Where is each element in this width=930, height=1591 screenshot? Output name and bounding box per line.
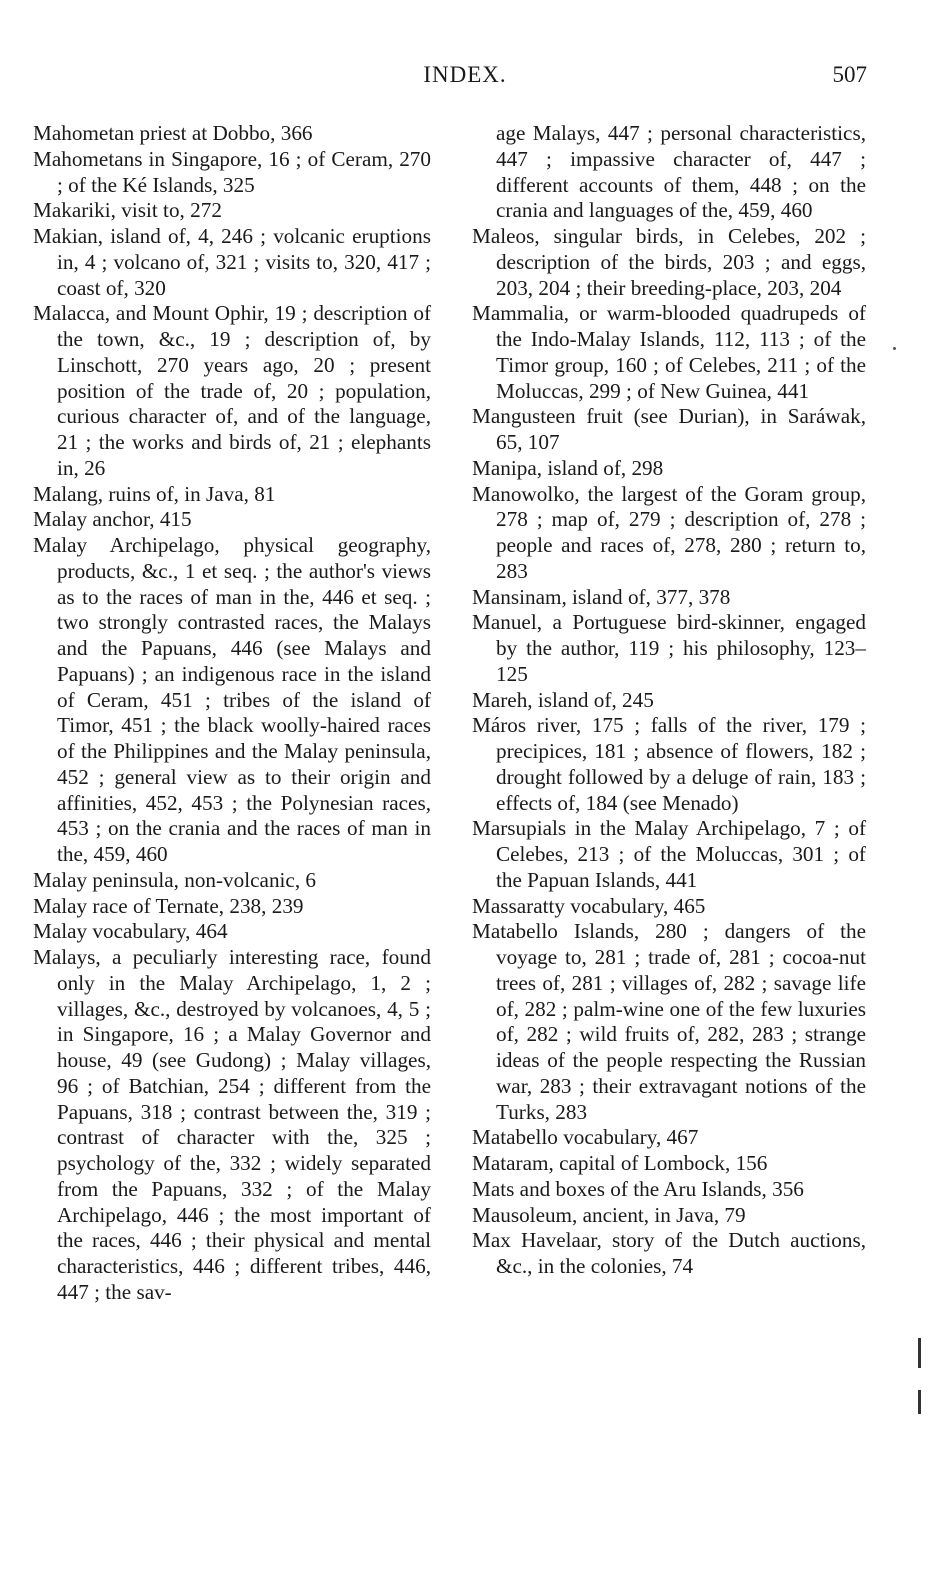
index-column-right [472,121,866,1280]
index-entry: Mareh, island of, 245 [472,687,654,712]
page-header [0,62,930,96]
index-entry: Mahometans in Singapore, 16 ; of Ceram, 270 ; of the Ké Islands, 325 [33,146,431,197]
index-entry: Marsupials in the Malay Archipelago, 7 ; of Celebes, 213 ; of the Moluccas, 301 ; of the Papuan Islands, 441 [472,816,866,892]
edge-mark [918,1338,921,1368]
page-number: 507 [832,62,867,87]
index-entry: Malays, a peculiarly interesting race, found only in the Malay Archipelago, 1, 2 ; villages, &c., destroyed by volcanoes, 4, 5 ; in Singapore, 16 ; a Malay Governor and house, 49 (see Gudong) ; Malay villages, 96 ; of Batchian, 254 ; different from the Papuans, 318 ; contrast between the, 319 ; contrast of character with the, 325 ; psychology of the, 332 ; widely separated from the Papuans, 332 ; of the Malay Archipelago, 446 ; the most important of the races, 446 ; their physical and mental characteristics, 446 ; different tribes, 446, 447 ; the sav- [33,945,431,1304]
index-entry: Manipa, island of, 298 [472,455,664,480]
index-entry: Malay vocabulary, 464 [33,919,228,944]
index-entry: Malay peninsula, non-volcanic, 6 [33,867,317,892]
index-entry: Maleos, singular birds, in Celebes, 202 ; description of the birds, 203 ; and eggs, 203, 204 ; their breeding-place, 203, 204 [472,224,866,300]
index-entry: Makariki, visit to, 272 [33,198,222,223]
index-entry: Mataram, capital of Lombock, 156 [472,1151,768,1175]
index-entry: Max Havelaar, story of the Dutch auctions, &c., in the colonies, 74 [472,1228,866,1278]
index-entry: Mangusteen fruit (see Durian), in Saráwak, 65, 107 [472,404,866,454]
index-entry: Mansinam, island of, 377, 378 [472,584,731,609]
index-entry: Malay anchor, 415 [33,507,192,532]
index-entry: Malacca, and Mount Ophir, 19 ; description of the town, &c., 19 ; description of, by Linschott, 270 years ago, 20 ; present position of the trade of, 20 ; population, curious character of, and of the language, 21 ; the works and birds of, 21 ; elephants in, 26 [33,301,431,480]
index-entry: Mats and boxes of the Aru Islands, 356 [472,1176,804,1201]
index-entry: Mahometan priest at Dobbo, 366 [33,121,313,145]
index-entry-continued: age Malays, 447 ; personal characteristics, 447 ; impassive character of, 447 ; different accounts of them, 448 ; on the crania and languages of the, 459, 460 [496,121,866,223]
index-entry: Malay Archipelago, physical geography, products, &c., 1 et seq. ; the author's views as to the races of man in the, 446 et seq. ; two strongly contrasted races, the Malays and the Papuans, 446 (see Malays and Papuans) ; an indigenous race in the island of Ceram, 451 ; tribes of the island of Timor, 451 ; the black woolly-haired races of the Philippines and the Malay peninsula, 452 ; general view as to their origin and affinities, 452, 453 ; the Polynesian races, 453 ; on the crania and the races of man in the, 459, 460 [33,533,431,866]
index-entry: Matabello Islands, 280 ; dangers of the voyage to, 281 ; trade of, 281 ; cocoa-nut trees of, 281 ; villages of, 282 ; savage life of, 282 ; palm-wine one of the few luxuries of, 282 ; wild fruits of, 282, 283 ; strange ideas of the people respecting the Russian war, 283 ; their extravagant notions of the Turks, 283 [472,919,866,1124]
index-entry: Massaratty vocabulary, 465 [472,893,706,918]
index-column-left [33,121,431,1306]
index-entry: Manowolko, the largest of the Goram group, 278 ; map of, 279 ; description of, 278 ; people and races of, 278, 280 ; return to, 283 [472,481,866,583]
paper-speck [893,347,896,350]
index-entry: Malay race of Ternate, 238, 239 [33,893,304,918]
index-entry: Manuel, a Portuguese bird-skinner, engaged by the author, 119 ; his philosophy, 123–125 [472,610,866,686]
index-entry: Malang, ruins of, in Java, 81 [33,481,276,506]
index-entry: Makian, island of, 4, 246 ; volcanic eruptions in, 4 ; volcano of, 321 ; visits to, 320, 417 ; coast of, 320 [33,224,431,300]
index-entry: Mammalia, or warm-blooded quadrupeds of the Indo-Malay Islands, 112, 113 ; of the Timor group, 160 ; of Celebes, 211 ; of the Moluccas, 299 ; of New Guinea, 441 [472,301,866,403]
index-entry: Mausoleum, ancient, in Java, 79 [472,1202,746,1227]
index-entry: Matabello vocabulary, 467 [472,1125,699,1150]
edge-mark [918,1390,921,1414]
index-entry: Máros river, 175 ; falls of the river, 179 ; precipices, 181 ; absence of flowers, 182 ; drought followed by a deluge of rain, 183 ; effects of, 184 (see Menado) [472,713,866,815]
running-title: INDEX. [423,62,507,87]
